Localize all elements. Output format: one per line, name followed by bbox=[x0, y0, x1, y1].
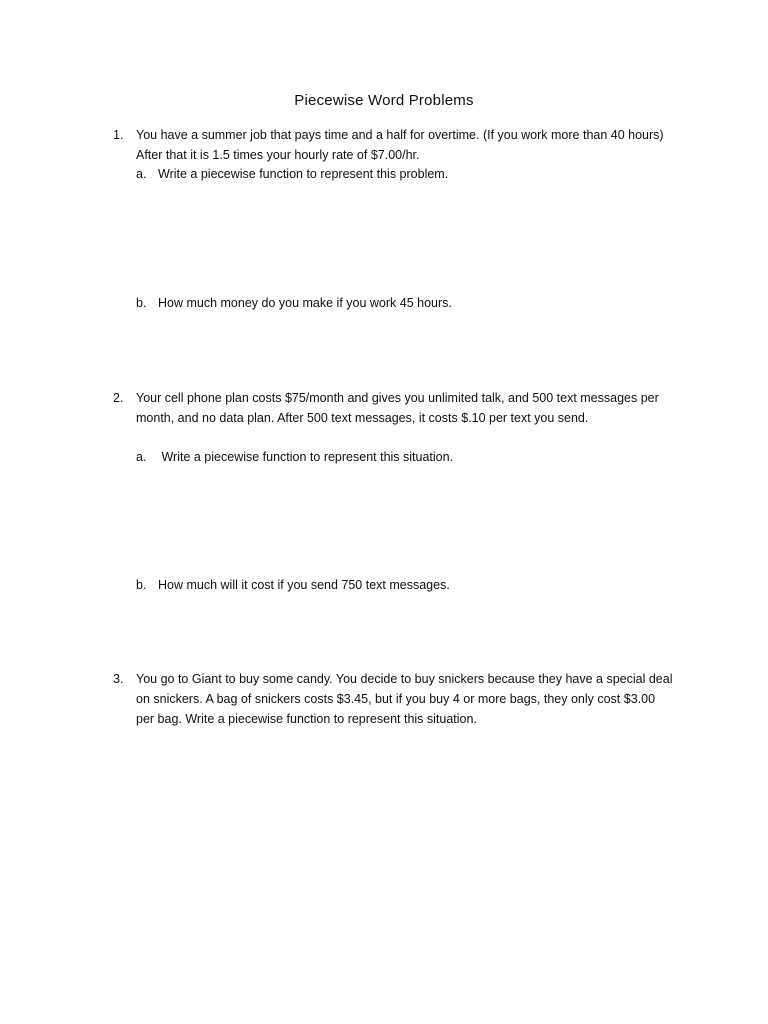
part-label: a. bbox=[136, 450, 147, 464]
page-title: Piecewise Word Problems bbox=[294, 92, 474, 109]
problem-number: 3. bbox=[113, 672, 124, 686]
part-text: Write a piecewise function to represent this problem. bbox=[158, 167, 449, 181]
problem-text-line: per bag. Write a piecewise function to represent this situation. bbox=[136, 712, 477, 726]
part-label: b. bbox=[136, 578, 147, 592]
problem-number: 1. bbox=[113, 128, 124, 142]
problem-text-line: Your cell phone plan costs $75/month and gives you unlimited talk, and 500 text messages per bbox=[136, 391, 659, 405]
problem-text-line: After that it is 1.5 times your hourly rate of $7.00/hr. bbox=[136, 148, 420, 162]
part-text: How much money do you make if you work 45 hours. bbox=[158, 296, 452, 310]
problem-text-line: on snickers. A bag of snickers costs $3.45, but if you buy 4 or more bags, they only cost $3.00 bbox=[136, 692, 656, 706]
part-text: Write a piecewise function to represent this situation. bbox=[158, 450, 454, 464]
problem-number: 2. bbox=[113, 391, 124, 405]
part-label: a. bbox=[136, 167, 147, 181]
problem-text-line: month, and no data plan. After 500 text messages, it costs $.10 per text you send. bbox=[136, 411, 589, 425]
part-text: How much will it cost if you send 750 text messages. bbox=[158, 578, 450, 592]
part-label: b. bbox=[136, 296, 147, 310]
problem-text-line: You go to Giant to buy some candy. You decide to buy snickers because they have a special deal bbox=[136, 672, 673, 686]
problem-text-line: You have a summer job that pays time and a half for overtime. (If you work more than 40 hours) bbox=[136, 128, 664, 142]
